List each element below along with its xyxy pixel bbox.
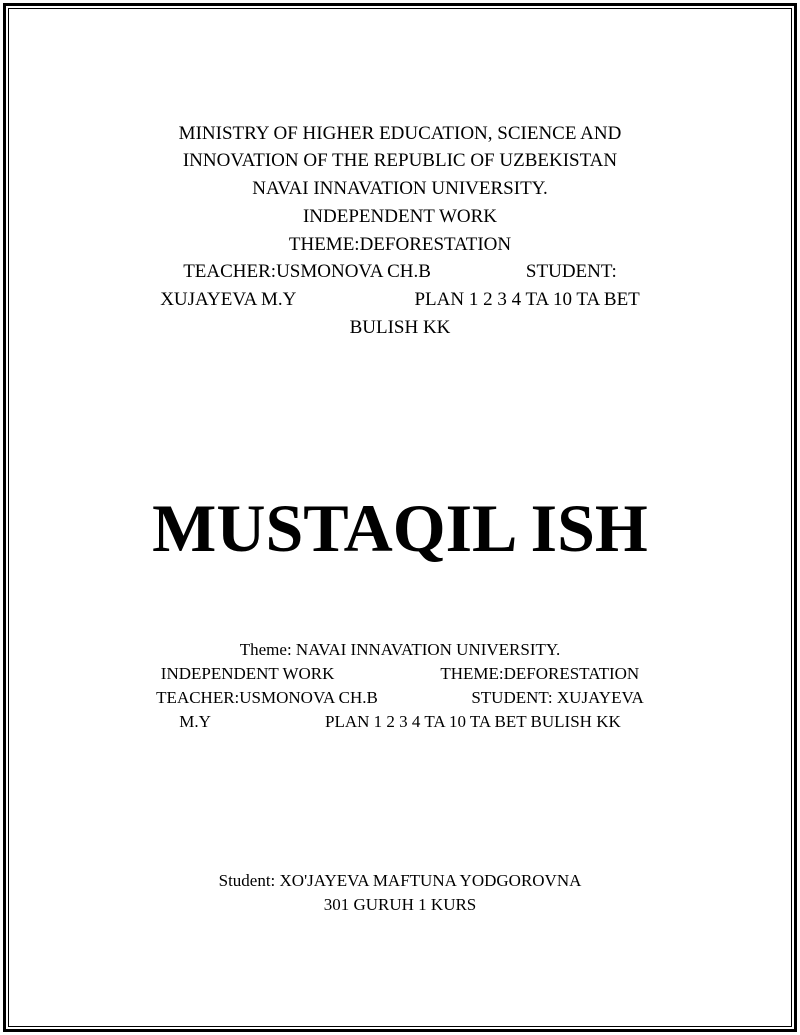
student-name: Student: XO'JAYEVA MAFTUNA YODGOROVNA [218,871,582,890]
subtitle-line-work: INDEPENDENT WORK THEME:DEFORESTATION [160,664,640,683]
header-line-university: NAVAI INNAVATION UNIVERSITY. [252,178,548,199]
subtitle-line-theme: Theme: NAVAI INNAVATION UNIVERSITY. [239,640,561,659]
header-line-student-plan: XUJAYEVA M.Y PLAN 1 2 3 4 TA 10 TA BET [160,289,640,310]
subtitle-line-teacher: TEACHER:USMONOVA CH.B STUDENT: XUJAYEVA [156,688,644,707]
header-line-bulish: BULISH KK [349,317,451,338]
group-course: 301 GURUH 1 KURS [323,895,477,914]
subtitle-line-plan: M.Y PLAN 1 2 3 4 TA 10 TA BET BULISH KK [179,712,621,731]
header-line-teacher: TEACHER:USMONOVA CH.B STUDENT: [183,261,617,282]
header-line-theme: THEME:DEFORESTATION [288,234,512,255]
page-title: MUSTAQIL ISH [152,490,648,566]
header-line-work-type: INDEPENDENT WORK [302,206,498,227]
header-line-ministry: MINISTRY OF HIGHER EDUCATION, SCIENCE AND [178,123,622,144]
header-line-republic: INNOVATION OF THE REPUBLIC OF UZBEKISTAN [182,150,618,171]
